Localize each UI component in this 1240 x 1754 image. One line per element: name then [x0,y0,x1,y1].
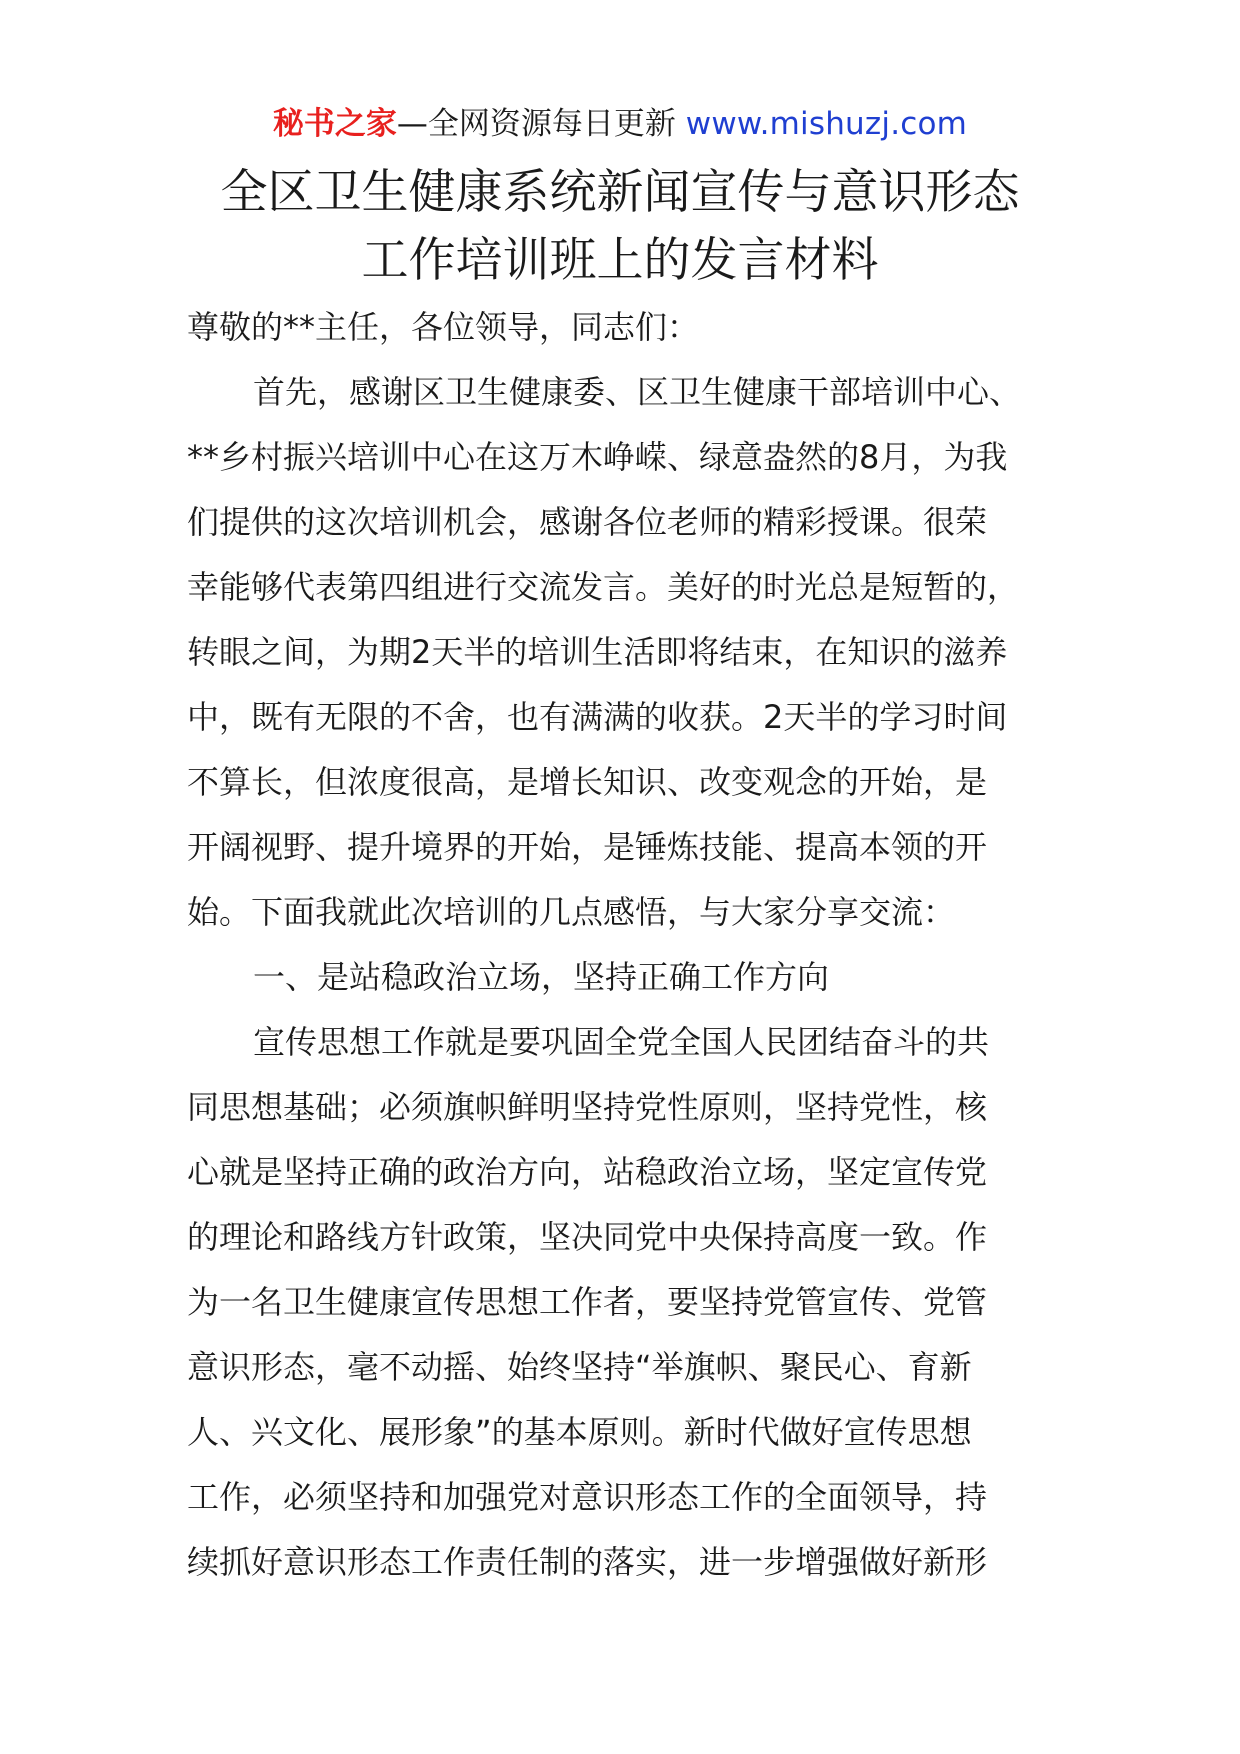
document-title-line-2: 工作培训班上的发言材料 [361,233,879,288]
body-line: 开阔视野、提升境界的开始，是锤炼技能、提高本领的开 [187,828,988,866]
body-line: 不算长，但浓度很高，是增长知识、改变观念的开始，是 [187,763,988,801]
body-line: 意识形态，毫不动摇、始终坚持“举旗帜、聚民心、育新 [187,1348,972,1386]
body-line: 的理论和路线方针政策，坚决同党中央保持高度一致。作 [187,1218,988,1256]
section-heading: 一、是站稳政治立场，坚持正确工作方向 [253,958,830,996]
header-tagline: —全网资源每日更新 [396,106,686,142]
body-line: 首先，感谢区卫生健康委、区卫生健康干部培训中心、 [253,373,1022,411]
body-line: 心就是坚持正确的政治方向，站稳政治立场，坚定宣传党 [187,1153,988,1191]
document-title-line-1: 全区卫生健康系统新闻宣传与意识形态 [220,165,1020,220]
body-line: 转眼之间，为期2天半的培训生活即将结束，在知识的滋养 [187,633,1008,671]
body-line: 续抓好意识形态工作责任制的落实，进一步增强做好新形 [187,1543,988,1581]
body-line: 为一名卫生健康宣传思想工作者，要坚持党管宣传、党管 [187,1283,988,1321]
salutation: 尊敬的**主任，各位领导，同志们： [187,308,700,346]
body-line: 幸能够代表第四组进行交流发言。美好的时光总是短暂的， [187,568,1020,606]
body-line: 们提供的这次培训机会，感谢各位老师的精彩授课。很荣 [187,503,988,541]
site-header [0,100,1240,148]
body-line: 宣传思想工作就是要巩固全党全国人民团结奋斗的共 [253,1023,990,1061]
body-line: 中，既有无限的不舍，也有满满的收获。2天半的学习时间 [187,698,1008,736]
site-url-link[interactable]: www.mishuzj.com [685,106,968,142]
body-line: **乡村振兴培训中心在这万木峥嵘、绿意盎然的8月，为我 [187,438,1008,476]
document-body [187,295,1067,1595]
body-line: 同思想基础；必须旗帜鲜明坚持党性原则，坚持党性，核 [187,1088,988,1126]
body-line: 工作，必须坚持和加强党对意识形态工作的全面领导，持 [187,1478,988,1516]
brand-name: 秘书之家 [272,106,397,142]
body-line: 始。下面我就此次培训的几点感悟，与大家分享交流： [187,893,956,931]
body-line: 人、兴文化、展形象”的基本原则。新时代做好宣传思想 [187,1413,972,1451]
